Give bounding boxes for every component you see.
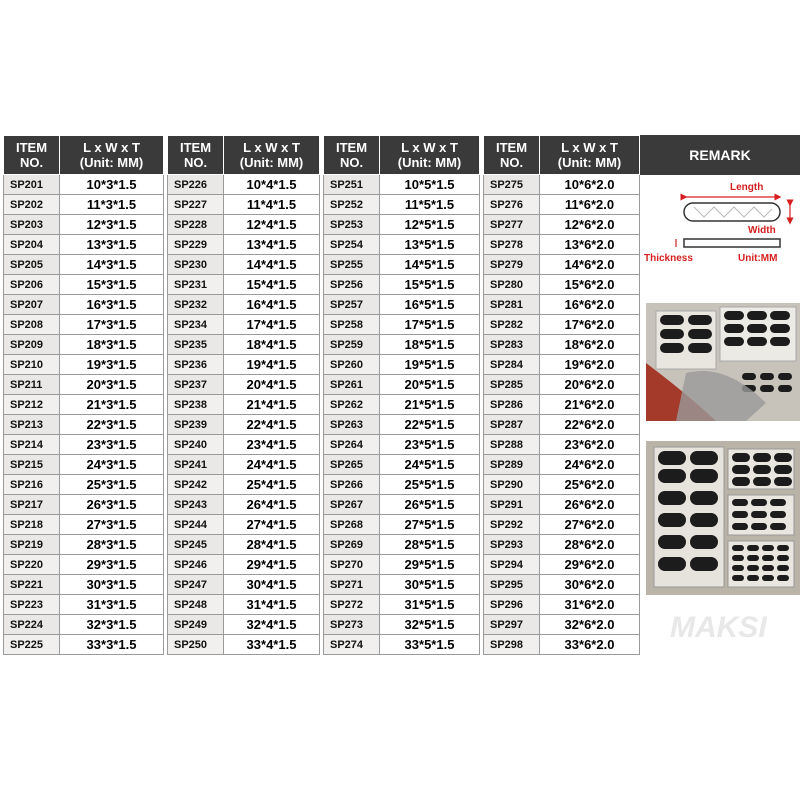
item-size: 21*4*1.5 [224, 395, 320, 415]
item-code: SP250 [168, 635, 224, 655]
item-size: 29*4*1.5 [224, 555, 320, 575]
item-size: 16*6*2.0 [540, 295, 640, 315]
pad-outline-side [684, 239, 780, 247]
item-code: SP267 [324, 495, 380, 515]
item-size: 17*4*1.5 [224, 315, 320, 335]
header-lwt-label: L x W x T [561, 140, 618, 155]
item-size: 10*4*1.5 [224, 175, 320, 195]
item-code: SP224 [4, 615, 60, 635]
item-size: 29*5*1.5 [380, 555, 480, 575]
item-code: SP215 [4, 455, 60, 475]
item-size: 29*6*2.0 [540, 555, 640, 575]
item-code: SP284 [484, 355, 540, 375]
item-code: SP277 [484, 215, 540, 235]
item-size: 19*3*1.5 [60, 355, 164, 375]
item-code: SP226 [168, 175, 224, 195]
item-size: 15*5*1.5 [380, 275, 480, 295]
header-no-label: NO. [19, 155, 44, 170]
item-size: 16*4*1.5 [224, 295, 320, 315]
item-size: 13*5*1.5 [380, 235, 480, 255]
item-size: 10*5*1.5 [380, 175, 480, 195]
item-code: SP244 [168, 515, 224, 535]
item-size: 31*5*1.5 [380, 595, 480, 615]
header-unit-label: (Unit: MM) [557, 155, 622, 170]
item-size: 18*5*1.5 [380, 335, 480, 355]
item-code: SP281 [484, 295, 540, 315]
item-code: SP258 [324, 315, 380, 335]
product-photo-assorted [646, 441, 800, 595]
header-no-label: NO. [183, 155, 208, 170]
header-dimensions [380, 136, 480, 175]
item-size: 19*5*1.5 [380, 355, 480, 375]
item-size: 27*5*1.5 [380, 515, 480, 535]
item-code: SP234 [168, 315, 224, 335]
item-size: 29*3*1.5 [60, 555, 164, 575]
item-code: SP278 [484, 235, 540, 255]
item-size: 22*4*1.5 [224, 415, 320, 435]
item-size: 17*3*1.5 [60, 315, 164, 335]
item-code: SP208 [4, 315, 60, 335]
item-code: SP297 [484, 615, 540, 635]
item-code: SP260 [324, 355, 380, 375]
item-size: 25*4*1.5 [224, 475, 320, 495]
item-size: 13*6*2.0 [540, 235, 640, 255]
item-size: 25*6*2.0 [540, 475, 640, 495]
item-code: SP214 [4, 435, 60, 455]
item-size: 18*3*1.5 [60, 335, 164, 355]
table-row [4, 495, 640, 515]
header-item-no [168, 136, 224, 175]
header-dimensions [224, 136, 320, 175]
table-row [4, 435, 640, 455]
item-size: 30*4*1.5 [224, 575, 320, 595]
table-row [4, 375, 640, 395]
item-code: SP256 [324, 275, 380, 295]
item-code: SP298 [484, 635, 540, 655]
item-size: 33*6*2.0 [540, 635, 640, 655]
item-code: SP287 [484, 415, 540, 435]
item-code: SP212 [4, 395, 60, 415]
item-code: SP254 [324, 235, 380, 255]
item-size: 14*6*2.0 [540, 255, 640, 275]
item-code: SP292 [484, 515, 540, 535]
item-size: 32*4*1.5 [224, 615, 320, 635]
table-row [4, 575, 640, 595]
item-code: SP213 [4, 415, 60, 435]
header-item-label: ITEM [495, 140, 528, 155]
item-code: SP275 [484, 175, 540, 195]
item-size: 12*4*1.5 [224, 215, 320, 235]
item-code: SP238 [168, 395, 224, 415]
table-row [4, 475, 640, 495]
item-size: 25*5*1.5 [380, 475, 480, 495]
item-size: 23*5*1.5 [380, 435, 480, 455]
item-size: 26*6*2.0 [540, 495, 640, 515]
table-row [4, 355, 640, 375]
table-row [4, 215, 640, 235]
item-size: 28*6*2.0 [540, 535, 640, 555]
item-size: 31*3*1.5 [60, 595, 164, 615]
remark-panel [640, 135, 800, 663]
item-size: 13*4*1.5 [224, 235, 320, 255]
item-code: SP253 [324, 215, 380, 235]
item-code: SP274 [324, 635, 380, 655]
item-size: 24*4*1.5 [224, 455, 320, 475]
item-size: 22*6*2.0 [540, 415, 640, 435]
item-code: SP235 [168, 335, 224, 355]
item-size: 26*5*1.5 [380, 495, 480, 515]
item-size: 24*6*2.0 [540, 455, 640, 475]
item-code: SP231 [168, 275, 224, 295]
header-item-label: ITEM [179, 140, 212, 155]
table-row [4, 635, 640, 655]
item-size: 32*5*1.5 [380, 615, 480, 635]
item-code: SP217 [4, 495, 60, 515]
item-code: SP227 [168, 195, 224, 215]
header-dimensions [60, 136, 164, 175]
item-size: 16*5*1.5 [380, 295, 480, 315]
item-code: SP296 [484, 595, 540, 615]
item-size: 30*3*1.5 [60, 575, 164, 595]
item-size: 28*4*1.5 [224, 535, 320, 555]
item-size: 33*3*1.5 [60, 635, 164, 655]
item-code: SP290 [484, 475, 540, 495]
header-item-no [4, 136, 60, 175]
item-code: SP265 [324, 455, 380, 475]
item-code: SP232 [168, 295, 224, 315]
item-size: 13*3*1.5 [60, 235, 164, 255]
item-size: 14*5*1.5 [380, 255, 480, 275]
item-size: 19*4*1.5 [224, 355, 320, 375]
watermark: MAKSI [670, 611, 767, 644]
table-row [4, 415, 640, 435]
header-item-no [484, 136, 540, 175]
header-item-no [324, 136, 380, 175]
item-code: SP201 [4, 175, 60, 195]
header-item-label: ITEM [335, 140, 368, 155]
item-size: 14*4*1.5 [224, 255, 320, 275]
header-unit-label: (Unit: MM) [397, 155, 462, 170]
item-code: SP262 [324, 395, 380, 415]
item-code: SP241 [168, 455, 224, 475]
item-size: 26*4*1.5 [224, 495, 320, 515]
item-code: SP228 [168, 215, 224, 235]
item-size: 33*5*1.5 [380, 635, 480, 655]
item-code: SP251 [324, 175, 380, 195]
item-size: 30*5*1.5 [380, 575, 480, 595]
table-row [4, 235, 640, 255]
item-code: SP279 [484, 255, 540, 275]
item-code: SP270 [324, 555, 380, 575]
item-code: SP205 [4, 255, 60, 275]
item-code: SP248 [168, 595, 224, 615]
table-row [4, 595, 640, 615]
item-size: 21*6*2.0 [540, 395, 640, 415]
item-code: SP255 [324, 255, 380, 275]
item-size: 15*4*1.5 [224, 275, 320, 295]
item-code: SP203 [4, 215, 60, 235]
header-item-label: ITEM [15, 140, 48, 155]
item-size: 27*4*1.5 [224, 515, 320, 535]
diagram-graphic [640, 179, 800, 279]
item-size: 32*6*2.0 [540, 615, 640, 635]
item-size: 26*3*1.5 [60, 495, 164, 515]
dimension-diagram [640, 179, 800, 279]
item-size: 21*3*1.5 [60, 395, 164, 415]
item-code: SP257 [324, 295, 380, 315]
item-size: 11*3*1.5 [60, 195, 164, 215]
table-row [4, 255, 640, 275]
item-code: SP271 [324, 575, 380, 595]
item-code: SP204 [4, 235, 60, 255]
item-code: SP259 [324, 335, 380, 355]
header-unit-label: (Unit: MM) [239, 155, 304, 170]
header-lwt-label: L x W x T [243, 140, 300, 155]
item-size: 31*4*1.5 [224, 595, 320, 615]
item-code: SP269 [324, 535, 380, 555]
item-code: SP283 [484, 335, 540, 355]
item-size: 23*4*1.5 [224, 435, 320, 455]
item-size: 32*3*1.5 [60, 615, 164, 635]
item-code: SP264 [324, 435, 380, 455]
item-code: SP285 [484, 375, 540, 395]
item-size: 22*3*1.5 [60, 415, 164, 435]
table-row [4, 455, 640, 475]
item-size: 27*3*1.5 [60, 515, 164, 535]
item-size: 21*5*1.5 [380, 395, 480, 415]
item-size: 20*3*1.5 [60, 375, 164, 395]
item-code: SP242 [168, 475, 224, 495]
unit-label: Unit:MM [738, 253, 778, 264]
spec-sheet [3, 135, 800, 663]
item-code: SP282 [484, 315, 540, 335]
item-size: 18*4*1.5 [224, 335, 320, 355]
item-code: SP219 [4, 535, 60, 555]
width-label: Width [748, 225, 776, 236]
item-size: 27*6*2.0 [540, 515, 640, 535]
item-code: SP268 [324, 515, 380, 535]
item-size: 24*5*1.5 [380, 455, 480, 475]
item-code: SP240 [168, 435, 224, 455]
item-code: SP289 [484, 455, 540, 475]
item-code: SP207 [4, 295, 60, 315]
item-size: 11*5*1.5 [380, 195, 480, 215]
header-row [4, 136, 640, 175]
item-size: 12*5*1.5 [380, 215, 480, 235]
remark-header: REMARK [640, 135, 800, 175]
item-size: 22*5*1.5 [380, 415, 480, 435]
item-size: 15*3*1.5 [60, 275, 164, 295]
header-dimensions [540, 136, 640, 175]
item-code: SP294 [484, 555, 540, 575]
item-size: 30*6*2.0 [540, 575, 640, 595]
item-code: SP243 [168, 495, 224, 515]
table-row [4, 535, 640, 555]
item-code: SP266 [324, 475, 380, 495]
size-table [3, 135, 640, 655]
item-code: SP249 [168, 615, 224, 635]
item-size: 14*3*1.5 [60, 255, 164, 275]
header-lwt-label: L x W x T [401, 140, 458, 155]
table-row [4, 615, 640, 635]
table-row [4, 175, 640, 195]
item-code: SP221 [4, 575, 60, 595]
header-lwt-label: L x W x T [83, 140, 140, 155]
item-size: 16*3*1.5 [60, 295, 164, 315]
item-code: SP216 [4, 475, 60, 495]
item-size: 31*6*2.0 [540, 595, 640, 615]
table-row [4, 315, 640, 335]
item-size: 12*6*2.0 [540, 215, 640, 235]
item-size: 17*6*2.0 [540, 315, 640, 335]
header-unit-label: (Unit: MM) [79, 155, 144, 170]
item-size: 12*3*1.5 [60, 215, 164, 235]
item-code: SP272 [324, 595, 380, 615]
item-code: SP293 [484, 535, 540, 555]
table-row [4, 555, 640, 575]
thickness-label: Thickness [644, 253, 693, 264]
item-code: SP295 [484, 575, 540, 595]
item-size: 24*3*1.5 [60, 455, 164, 475]
item-code: SP220 [4, 555, 60, 575]
item-code: SP210 [4, 355, 60, 375]
item-code: SP261 [324, 375, 380, 395]
item-code: SP280 [484, 275, 540, 295]
item-code: SP236 [168, 355, 224, 375]
item-size: 11*6*2.0 [540, 195, 640, 215]
item-size: 28*5*1.5 [380, 535, 480, 555]
item-size: 25*3*1.5 [60, 475, 164, 495]
item-size: 10*3*1.5 [60, 175, 164, 195]
item-code: SP273 [324, 615, 380, 635]
item-code: SP291 [484, 495, 540, 515]
item-code: SP229 [168, 235, 224, 255]
item-size: 20*4*1.5 [224, 375, 320, 395]
item-size: 20*5*1.5 [380, 375, 480, 395]
item-code: SP288 [484, 435, 540, 455]
product-photo-sheets [646, 303, 800, 421]
item-code: SP245 [168, 535, 224, 555]
item-size: 20*6*2.0 [540, 375, 640, 395]
item-size: 11*4*1.5 [224, 195, 320, 215]
item-size: 23*6*2.0 [540, 435, 640, 455]
table-row [4, 335, 640, 355]
item-code: SP206 [4, 275, 60, 295]
table-row [4, 195, 640, 215]
header-no-label: NO. [339, 155, 364, 170]
item-size: 33*4*1.5 [224, 635, 320, 655]
item-code: SP223 [4, 595, 60, 615]
item-code: SP225 [4, 635, 60, 655]
item-code: SP239 [168, 415, 224, 435]
item-size: 17*5*1.5 [380, 315, 480, 335]
table-row [4, 395, 640, 415]
table-row [4, 275, 640, 295]
item-size: 18*6*2.0 [540, 335, 640, 355]
item-code: SP211 [4, 375, 60, 395]
header-no-label: NO. [499, 155, 524, 170]
item-code: SP237 [168, 375, 224, 395]
item-code: SP263 [324, 415, 380, 435]
item-code: SP286 [484, 395, 540, 415]
item-size: 28*3*1.5 [60, 535, 164, 555]
item-code: SP202 [4, 195, 60, 215]
item-code: SP209 [4, 335, 60, 355]
item-size: 15*6*2.0 [540, 275, 640, 295]
item-code: SP218 [4, 515, 60, 535]
item-size: 10*6*2.0 [540, 175, 640, 195]
item-code: SP230 [168, 255, 224, 275]
table-row [4, 295, 640, 315]
item-code: SP246 [168, 555, 224, 575]
item-code: SP252 [324, 195, 380, 215]
item-code: SP276 [484, 195, 540, 215]
length-label: Length [730, 182, 764, 193]
item-size: 23*3*1.5 [60, 435, 164, 455]
table-row [4, 515, 640, 535]
item-size: 19*6*2.0 [540, 355, 640, 375]
item-code: SP247 [168, 575, 224, 595]
